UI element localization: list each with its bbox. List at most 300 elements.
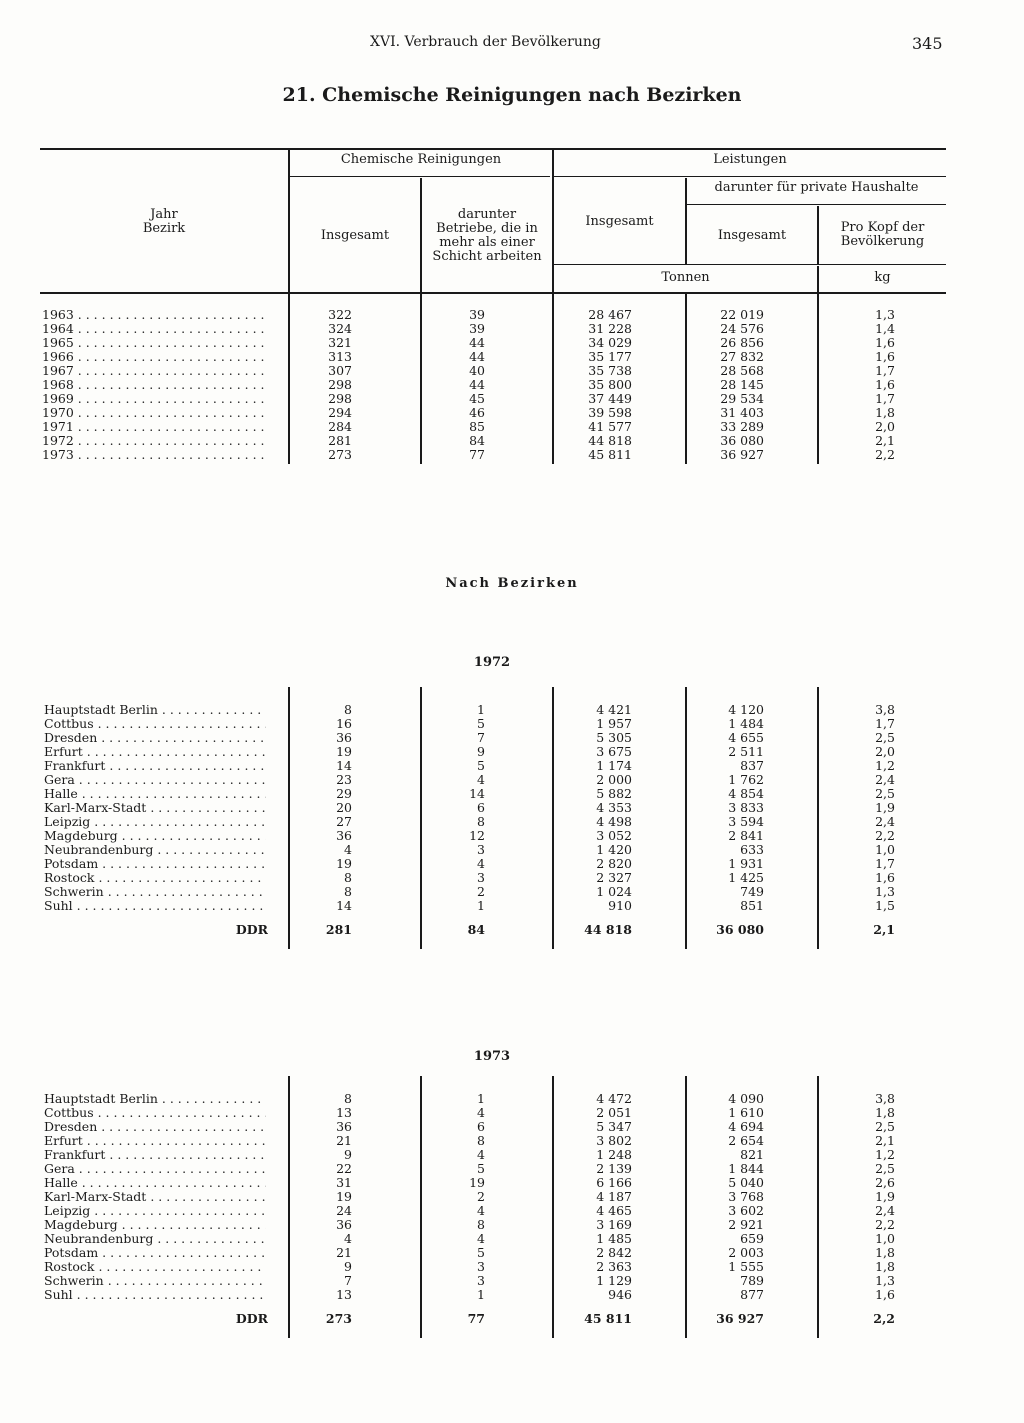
total-row <box>0 1312 1024 1326</box>
cell-c5: 3,8 <box>875 1091 895 1106</box>
cell-c2: 3 <box>477 1259 485 1274</box>
cell-c1: 313 <box>328 349 352 364</box>
cell-c5: 1,7 <box>875 391 895 406</box>
row-label: Neubrandenburg . . . <box>44 843 266 857</box>
row-label: Dresden . . . <box>44 731 266 745</box>
cell-c1: 298 <box>328 377 352 392</box>
row-label: Karl-Marx-Stadt . . . <box>44 1190 266 1204</box>
cell-c2: 8 <box>477 1133 485 1148</box>
row-label: Schwerin . . . <box>44 885 266 899</box>
cell-c1: 14 <box>336 898 352 913</box>
cell-c2: 39 <box>469 321 485 336</box>
row-label: Leipzig . . . <box>44 815 266 829</box>
cell-c3: 2 000 <box>596 772 632 787</box>
table-row <box>0 1092 1024 1106</box>
cell-c5: 1,6 <box>875 377 895 392</box>
table-row <box>0 843 1024 857</box>
cell-c2: 7 <box>477 730 485 745</box>
cell-c2: 4 <box>477 772 485 787</box>
table-row <box>0 759 1024 773</box>
cell-c3: 2 820 <box>596 856 632 871</box>
row-label: 1966 . . . <box>42 350 268 364</box>
cell-c2: 4 <box>477 1203 485 1218</box>
header-col-mehrschicht: darunter Betriebe, die in mehr als einer Schicht arbeiten <box>432 207 542 264</box>
table-row <box>0 350 1024 364</box>
cell-c3: 45 811 <box>588 447 632 462</box>
cell-c4: 837 <box>740 758 764 773</box>
cell-c5: 1,2 <box>875 1147 895 1162</box>
cell-c3: 35 738 <box>588 363 632 378</box>
cell-c1: 29 <box>336 786 352 801</box>
cell-c5: 2,2 <box>875 828 895 843</box>
cell-c3: 44 818 <box>588 433 632 448</box>
cell-c3: 4 421 <box>596 702 632 717</box>
row-label: Leipzig . . . <box>44 1204 266 1218</box>
row-label: 1967 . . . <box>42 364 268 378</box>
cell-c1: 273 <box>328 447 352 462</box>
row-label: Suhl . . . <box>44 899 266 913</box>
header-col-leist-insgesamt: Insgesamt <box>585 214 654 229</box>
cell-c5: 2,2 <box>873 1311 895 1326</box>
cell-c5: 1,8 <box>875 405 895 420</box>
total-row <box>0 923 1024 937</box>
row-label: Magdeburg . . . <box>44 829 266 843</box>
cell-c5: 2,5 <box>875 1119 895 1134</box>
table-row <box>0 308 1024 322</box>
row-label: Rostock . . . <box>44 1260 266 1274</box>
cell-c3: 1 024 <box>596 884 632 899</box>
cell-c1: 7 <box>344 1273 352 1288</box>
cell-c1: 16 <box>336 716 352 731</box>
total-label: DDR <box>235 923 268 937</box>
row-label: Karl-Marx-Stadt . . . <box>44 801 266 815</box>
cell-c4: 1 484 <box>728 716 764 731</box>
cell-c4: 22 019 <box>720 307 764 322</box>
cell-c5: 2,6 <box>875 1175 895 1190</box>
cell-c1: 281 <box>328 433 352 448</box>
cell-c1: 307 <box>328 363 352 378</box>
row-label: Magdeburg . . . <box>44 1218 266 1232</box>
table-row <box>0 815 1024 829</box>
header-col-prokopf: Pro Kopf der Bevölkerung <box>840 220 925 249</box>
table-row <box>0 1232 1024 1246</box>
cell-c2: 1 <box>477 1287 485 1302</box>
table-row <box>0 434 1024 448</box>
cell-c5: 1,7 <box>875 856 895 871</box>
header-vline-1 <box>288 150 290 292</box>
cell-c1: 294 <box>328 405 352 420</box>
cell-c3: 2 051 <box>596 1105 632 1120</box>
table-row <box>0 1162 1024 1176</box>
cell-c1: 22 <box>336 1161 352 1176</box>
row-label: Gera . . . <box>44 773 266 787</box>
cell-c5: 1,4 <box>875 321 895 336</box>
cell-c5: 1,6 <box>875 1287 895 1302</box>
cell-c2: 3 <box>477 842 485 857</box>
cell-c2: 8 <box>477 1217 485 1232</box>
cell-c5: 2,0 <box>875 744 895 759</box>
table-row <box>0 1176 1024 1190</box>
cell-c1: 24 <box>336 1203 352 1218</box>
cell-c4: 749 <box>740 884 764 899</box>
row-label: Halle . . . <box>44 787 266 801</box>
block-year-title-1972: 1972 <box>473 655 511 670</box>
cell-c1: 324 <box>328 321 352 336</box>
row-label: Rostock . . . <box>44 871 266 885</box>
cell-c5: 1,6 <box>875 870 895 885</box>
cell-c5: 2,1 <box>873 922 895 937</box>
cell-c1: 27 <box>336 814 352 829</box>
cell-c5: 1,3 <box>875 1273 895 1288</box>
cell-c4: 31 403 <box>720 405 764 420</box>
cell-c3: 3 169 <box>596 1217 632 1232</box>
cell-c1: 322 <box>328 307 352 322</box>
table-row <box>0 322 1024 336</box>
page-number: 345 <box>912 34 943 53</box>
cell-c4: 36 080 <box>716 922 764 937</box>
cell-c3: 41 577 <box>588 419 632 434</box>
header-rule-private <box>687 204 946 205</box>
cell-c5: 2,5 <box>875 730 895 745</box>
cell-c4: 821 <box>740 1147 764 1162</box>
row-label: Potsdam . . . <box>44 1246 266 1260</box>
table-row <box>0 871 1024 885</box>
cell-c3: 4 472 <box>596 1091 632 1106</box>
cell-c1: 13 <box>336 1105 352 1120</box>
table-row <box>0 392 1024 406</box>
cell-c5: 2,5 <box>875 786 895 801</box>
cell-c5: 1,2 <box>875 758 895 773</box>
table-row <box>0 364 1024 378</box>
row-label: 1971 . . . <box>42 420 268 434</box>
cell-c4: 4 854 <box>728 786 764 801</box>
cell-c2: 5 <box>477 1161 485 1176</box>
cell-c5: 2,4 <box>875 1203 895 1218</box>
cell-c3: 2 139 <box>596 1161 632 1176</box>
cell-c5: 1,3 <box>875 307 895 322</box>
cell-c5: 1,3 <box>875 884 895 899</box>
cell-c5: 2,2 <box>875 447 895 462</box>
header-col-priv-insgesamt: Insgesamt <box>717 228 787 243</box>
cell-c1: 14 <box>336 758 352 773</box>
header-unit-tonnen: Tonnen <box>661 270 710 285</box>
cell-c2: 3 <box>477 870 485 885</box>
cell-c2: 6 <box>477 800 485 815</box>
cell-c4: 1 931 <box>728 856 764 871</box>
cell-c1: 23 <box>336 772 352 787</box>
cell-c5: 1,8 <box>875 1245 895 1260</box>
cell-c4: 36 080 <box>720 433 764 448</box>
cell-c2: 5 <box>477 1245 485 1260</box>
cell-c3: 45 811 <box>584 1311 632 1326</box>
cell-c3: 2 327 <box>596 870 632 885</box>
cell-c4: 4 655 <box>728 730 764 745</box>
cell-c4: 3 833 <box>728 800 764 815</box>
cell-c3: 28 467 <box>588 307 632 322</box>
chapter-title: XVI. Verbrauch der Bevölkerung <box>370 34 601 50</box>
cell-c1: 321 <box>328 335 352 350</box>
section-title: Nach Bezirken <box>445 576 579 591</box>
cell-c1: 21 <box>336 1245 352 1260</box>
cell-c5: 1,8 <box>875 1105 895 1120</box>
cell-c3: 44 818 <box>584 922 632 937</box>
cell-c2: 3 <box>477 1273 485 1288</box>
row-label: 1970 . . . <box>42 406 268 420</box>
cell-c1: 9 <box>344 1259 352 1274</box>
cell-c3: 4 465 <box>596 1203 632 1218</box>
table-row <box>0 899 1024 913</box>
cell-c3: 2 842 <box>596 1245 632 1260</box>
cell-c4: 36 927 <box>716 1311 764 1326</box>
cell-c5: 1,7 <box>875 363 895 378</box>
cell-c3: 1 174 <box>596 758 632 773</box>
cell-c3: 3 675 <box>596 744 632 759</box>
cell-c3: 1 420 <box>596 842 632 857</box>
table-row <box>0 1274 1024 1288</box>
row-label: Dresden . . . <box>44 1120 266 1134</box>
cell-c5: 1,5 <box>875 898 895 913</box>
cell-c1: 36 <box>336 828 352 843</box>
cell-c3: 2 363 <box>596 1259 632 1274</box>
cell-c5: 2,1 <box>875 433 895 448</box>
cell-c4: 4 120 <box>728 702 764 717</box>
cell-c3: 37 449 <box>588 391 632 406</box>
cell-c2: 14 <box>469 786 485 801</box>
cell-c3: 1 248 <box>596 1147 632 1162</box>
cell-c4: 1 555 <box>728 1259 764 1274</box>
cell-c1: 21 <box>336 1133 352 1148</box>
cell-c2: 8 <box>477 814 485 829</box>
row-label: Schwerin . . . <box>44 1274 266 1288</box>
header-rule-units <box>554 264 946 265</box>
row-label: Neubrandenburg . . . <box>44 1232 266 1246</box>
table-row <box>0 773 1024 787</box>
cell-c5: 1,0 <box>875 1231 895 1246</box>
row-label: Halle . . . <box>44 1176 266 1190</box>
cell-c1: 8 <box>344 884 352 899</box>
row-label: Erfurt . . . <box>44 1134 266 1148</box>
cell-c3: 39 598 <box>588 405 632 420</box>
cell-c1: 298 <box>328 391 352 406</box>
header-rule-reinigungen <box>289 176 550 177</box>
table-row <box>0 378 1024 392</box>
header-unit-kg: kg <box>874 270 891 285</box>
cell-c4: 633 <box>740 842 764 857</box>
table-row <box>0 406 1024 420</box>
cell-c2: 77 <box>469 447 485 462</box>
table-row <box>0 829 1024 843</box>
cell-c3: 1 957 <box>596 716 632 731</box>
cell-c5: 3,8 <box>875 702 895 717</box>
cell-c1: 31 <box>336 1175 352 1190</box>
cell-c4: 28 568 <box>720 363 764 378</box>
cell-c4: 36 927 <box>720 447 764 462</box>
table-row <box>0 448 1024 462</box>
row-label: 1969 . . . <box>42 392 268 406</box>
table-row <box>0 787 1024 801</box>
cell-c1: 8 <box>344 1091 352 1106</box>
header-stub: Jahr Bezirk <box>142 207 186 236</box>
cell-c4: 1 610 <box>728 1105 764 1120</box>
cell-c3: 4 187 <box>596 1189 632 1204</box>
row-label: Frankfurt . . . <box>44 1148 266 1162</box>
cell-c3: 6 166 <box>596 1175 632 1190</box>
cell-c5: 1,0 <box>875 842 895 857</box>
cell-c2: 1 <box>477 1091 485 1106</box>
cell-c4: 24 576 <box>720 321 764 336</box>
cell-c2: 4 <box>477 1231 485 1246</box>
row-label: 1963 . . . <box>42 308 268 322</box>
cell-c3: 4 498 <box>596 814 632 829</box>
cell-c3: 946 <box>608 1287 632 1302</box>
cell-c3: 1 129 <box>596 1273 632 1288</box>
cell-c2: 77 <box>467 1311 485 1326</box>
cell-c4: 3 768 <box>728 1189 764 1204</box>
header-rule-leistungen <box>554 176 946 177</box>
cell-c4: 2 511 <box>728 744 764 759</box>
header-bottom-rule <box>40 292 946 294</box>
cell-c4: 1 844 <box>728 1161 764 1176</box>
cell-c5: 2,1 <box>875 1133 895 1148</box>
cell-c1: 8 <box>344 870 352 885</box>
cell-c1: 9 <box>344 1147 352 1162</box>
cell-c3: 1 485 <box>596 1231 632 1246</box>
row-label: Cottbus . . . <box>44 1106 266 1120</box>
cell-c4: 2 921 <box>728 1217 764 1232</box>
cell-c3: 5 882 <box>596 786 632 801</box>
cell-c5: 1,6 <box>875 349 895 364</box>
cell-c4: 28 145 <box>720 377 764 392</box>
cell-c2: 84 <box>467 922 485 937</box>
row-label: 1973 . . . <box>42 448 268 462</box>
cell-c2: 2 <box>477 1189 485 1204</box>
cell-c1: 13 <box>336 1287 352 1302</box>
cell-c5: 2,2 <box>875 1217 895 1232</box>
cell-c1: 273 <box>325 1311 352 1326</box>
table-row <box>0 1246 1024 1260</box>
cell-c5: 1,9 <box>875 1189 895 1204</box>
table-row <box>0 1148 1024 1162</box>
cell-c4: 26 856 <box>720 335 764 350</box>
cell-c1: 8 <box>344 702 352 717</box>
cell-c2: 6 <box>477 1119 485 1134</box>
row-label: 1965 . . . <box>42 336 268 350</box>
cell-c2: 84 <box>469 433 485 448</box>
cell-c2: 44 <box>469 335 485 350</box>
cell-c2: 4 <box>477 1147 485 1162</box>
table-row <box>0 717 1024 731</box>
cell-c1: 36 <box>336 1119 352 1134</box>
cell-c3: 31 228 <box>588 321 632 336</box>
cell-c4: 659 <box>740 1231 764 1246</box>
table-row <box>0 731 1024 745</box>
table-row <box>0 801 1024 815</box>
running-head <box>0 34 1024 54</box>
cell-c4: 2 654 <box>728 1133 764 1148</box>
block-year-title-1973: 1973 <box>473 1049 511 1064</box>
header-group-private: darunter für private Haushalte <box>714 180 919 195</box>
cell-c4: 3 602 <box>728 1203 764 1218</box>
cell-c2: 2 <box>477 884 485 899</box>
row-label: Frankfurt . . . <box>44 759 266 773</box>
table-row <box>0 1218 1024 1232</box>
cell-c3: 910 <box>608 898 632 913</box>
cell-c5: 1,6 <box>875 335 895 350</box>
total-label: DDR <box>235 1312 268 1326</box>
table-title: 21. Chemische Reinigungen nach Bezirken <box>282 84 742 106</box>
cell-c2: 12 <box>469 828 485 843</box>
table-row <box>0 1190 1024 1204</box>
table-row <box>0 857 1024 871</box>
cell-c1: 19 <box>336 856 352 871</box>
table-row <box>0 1260 1024 1274</box>
row-label: 1972 . . . <box>42 434 268 448</box>
cell-c4: 789 <box>740 1273 764 1288</box>
cell-c5: 1,8 <box>875 1259 895 1274</box>
header-col-insgesamt: Insgesamt <box>320 228 390 243</box>
table-row <box>0 885 1024 899</box>
header-top-rule <box>40 148 946 150</box>
row-label: Hauptstadt Berlin . . . <box>44 703 266 717</box>
cell-c1: 19 <box>336 744 352 759</box>
row-label: Potsdam . . . <box>44 857 266 871</box>
row-label: Suhl . . . <box>44 1288 266 1302</box>
cell-c1: 36 <box>336 730 352 745</box>
cell-c5: 2,5 <box>875 1161 895 1176</box>
row-label: Cottbus . . . <box>44 717 266 731</box>
cell-c3: 35 177 <box>588 349 632 364</box>
cell-c2: 9 <box>477 744 485 759</box>
cell-c4: 3 594 <box>728 814 764 829</box>
cell-c2: 4 <box>477 1105 485 1120</box>
cell-c5: 2,4 <box>875 772 895 787</box>
cell-c4: 33 289 <box>720 419 764 434</box>
cell-c3: 4 353 <box>596 800 632 815</box>
row-label: Gera . . . <box>44 1162 266 1176</box>
cell-c2: 1 <box>477 702 485 717</box>
cell-c2: 46 <box>469 405 485 420</box>
cell-c4: 5 040 <box>728 1175 764 1190</box>
cell-c1: 20 <box>336 800 352 815</box>
cell-c3: 5 305 <box>596 730 632 745</box>
cell-c4: 27 832 <box>720 349 764 364</box>
header-group-leistungen: Leistungen <box>713 152 787 167</box>
cell-c3: 5 347 <box>596 1119 632 1134</box>
row-label: 1964 . . . <box>42 322 268 336</box>
cell-c2: 5 <box>477 758 485 773</box>
table-row <box>0 1120 1024 1134</box>
cell-c1: 19 <box>336 1189 352 1204</box>
cell-c5: 1,9 <box>875 800 895 815</box>
cell-c2: 44 <box>469 377 485 392</box>
cell-c2: 19 <box>469 1175 485 1190</box>
cell-c2: 85 <box>469 419 485 434</box>
cell-c4: 2 841 <box>728 828 764 843</box>
cell-c3: 3 802 <box>596 1133 632 1148</box>
cell-c1: 4 <box>344 842 352 857</box>
cell-c3: 35 800 <box>588 377 632 392</box>
cell-c2: 45 <box>469 391 485 406</box>
cell-c4: 4 090 <box>728 1091 764 1106</box>
cell-c4: 851 <box>740 898 764 913</box>
table-row <box>0 1134 1024 1148</box>
cell-c1: 36 <box>336 1217 352 1232</box>
cell-c4: 4 694 <box>728 1119 764 1134</box>
cell-c1: 4 <box>344 1231 352 1246</box>
cell-c4: 29 534 <box>720 391 764 406</box>
cell-c2: 5 <box>477 716 485 731</box>
cell-c4: 877 <box>740 1287 764 1302</box>
